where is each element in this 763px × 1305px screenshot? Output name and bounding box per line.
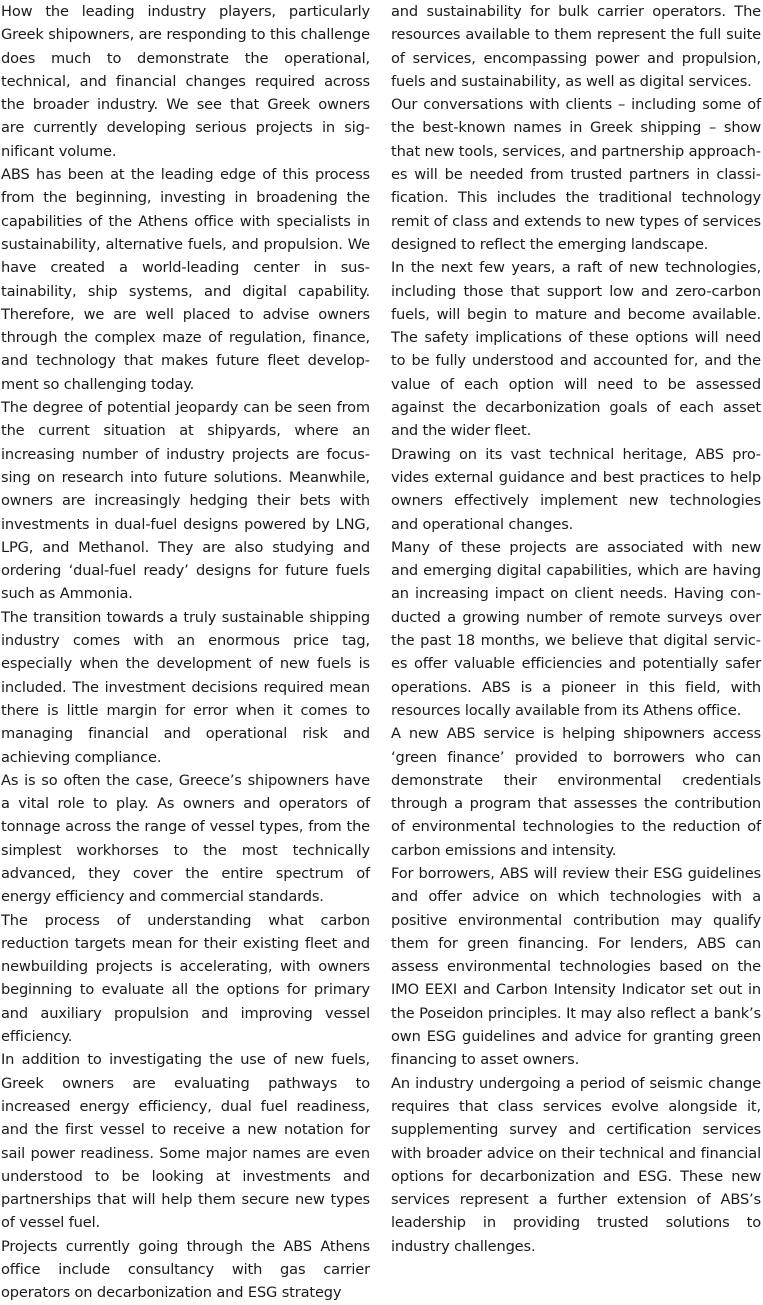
paragraph: In the next few years, a raft of new technologies, including those that support low and zero-carbon fuels, will begin to mature and become available. The safety implications of these options will need to be fully understood and accounted for, and the value of each option will need to be assessed against the decarbonization goals of each asset and the wider fleet.	[391, 259, 761, 440]
right-column	[391, 0, 761, 1291]
left-column	[0, 0, 370, 1302]
paragraph: Our conversations with clients – including some of the best-known names in Greek shipping – show that new tools, services, and partnership approaches will be needed from trusted partners in classification. This includes the traditional technology remit of class and extends to new types of services designed to reflect the emerging landscape.	[391, 96, 761, 253]
paragraph: Many of these projects are associated with new and emerging digital capabilities, which are having an increasing impact on client needs. Having conducted a growing number of remote surveys over the past 18 months, we believe that digital services offer valuable efficiencies and potentially safer operations. ABS is a pioneer in this field, with resources locally available from its Athens office.	[391, 538, 761, 719]
paragraph: For borrowers, ABS will review their ESG guidelines and offer advice on which technologies with a positive environmental contribution may qualify them for green financing. For lenders, ABS can assess environmental technologies based on the IMO EEXI and Carbon Intensity Indicator set out in the Poseidon principles. It may also reflect a bank’s own ESG guidelines and advice for granting green financing to asset owners.	[391, 864, 761, 1069]
paragraph: ABS has been at the leading edge of this process from the beginning, investing in broadening the capabilities of the Athens office with specialists in sustainability, alternative fuels, and propulsion. We have created a world-leading center in sustainability, ship systems, and digital capability. Therefore, we are well placed to advise owners through the complex maze of regulation, finance, and technology that makes future fleet development so challenging today.	[1, 166, 370, 393]
paragraph: Drawing on its vast technical heritage, ABS provides external guidance and best practices to help owners effectively implement new technologies and operational changes.	[391, 445, 761, 533]
paragraph: In addition to investigating the use of new fuels, Greek owners are evaluating pathways to increased energy efficiency, dual fuel readiness, and the first vessel to receive a new notation for sail power readiness. Some major names are even understood to be looking at investments and partnerships that will help them secure new types of vessel fuel.	[1, 1051, 370, 1232]
paragraph: and sustainability for bulk carrier operators. The resources available to them represent the full suite of services, encompassing power and propulsion, fuels and sustainability, as well as digital services.	[391, 3, 761, 90]
paragraph: A new ABS service is helping shipowners access ‘green finance’ provided to borrowers who can demonstrate their environmental credentials through a program that assesses the contribution of environmental technologies to the reduction of carbon emissions and intensity.	[391, 725, 761, 859]
paragraph: Projects currently going through the ABS Athens office include consultancy with gas carrier operators on decarbonization and ESG strategy	[1, 1237, 370, 1302]
paragraph: The transition towards a truly sustainable shipping industry comes with an enormous price tag, especially when the development of new fuels is included. The investment decisions required mean there is little margin for error when it comes to managing financial and operational risk and achieving compliance.	[1, 608, 370, 766]
paragraph: An industry undergoing a period of seismic change requires that class services evolve alongside it, supplementing survey and certification services with broader advice on their technical and financial options for decarbonization and ESG. These new services represent a further extension of ABS’s leadership in providing trusted solutions to industry challenges.	[391, 1074, 761, 1255]
paragraph: The process of understanding what carbon reduction targets mean for their existing fleet and newbuilding projects is accelerating, with owners beginning to evaluate all the options for primary and auxiliary propulsion and improving vessel efficiency.	[1, 911, 370, 1046]
paragraph: How the leading industry players, particularly Greek shipowners, are responding to this challenge does much to demonstrate the operational, technical, and financial changes required across the broader industry. We see that Greek owners are currently developing serious projects in significant volume.	[1, 3, 370, 160]
paragraph: As is so often the case, Greece’s shipowners have a vital role to play. As owners and operators of tonnage across the range of vessel types, from the simplest workhorses to the most technically advanced, they cover the entire spectrum of energy efficiency and commercial standards.	[1, 771, 370, 906]
paragraph: The degree of potential jeopardy can be seen from the current situation at shipyards, where an increasing number of industry projects are focussing on research into future solutions. Meanwhile, owners are increasingly hedging their bets with investments in dual-fuel designs powered by LNG, LPG, and Methanol. They are also studying and ordering ‘dual-fuel ready’ designs for future fuels such as Ammonia.	[1, 399, 370, 603]
